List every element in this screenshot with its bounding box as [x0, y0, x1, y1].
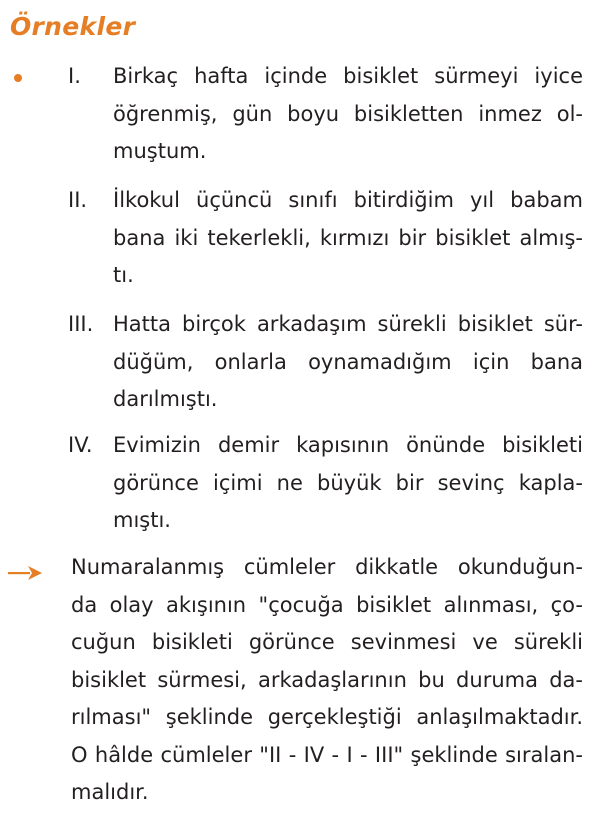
- item-number: III.: [68, 312, 94, 336]
- explanation-text: [71, 549, 583, 812]
- text-line: muştum.: [113, 139, 207, 163]
- text-line: malıdır.: [71, 780, 149, 804]
- item-text: [113, 182, 583, 295]
- text-line: Numaralanmış cümleler dikkatle okunduğun-: [71, 555, 583, 579]
- arrow-right-icon: [8, 566, 42, 580]
- text-line: Hatta birçok arkadaşım sürekli bisiklet sür-: [113, 312, 583, 336]
- text-line: rılması" şeklinde gerçekleştiği anlaşılmaktadır.: [71, 705, 583, 729]
- text-line: İlkokul üçüncü sınıfı bitirdiğim yıl babam: [113, 188, 583, 212]
- text-line: bana iki tekerlekli, kırmızı bir bisiklet almış-: [113, 225, 583, 250]
- item-text: [113, 58, 583, 171]
- item-number: II.: [68, 188, 88, 212]
- text-line: öğrenmiş, gün boyu bisikletten inmez ol-: [113, 101, 583, 126]
- text-line: cuğun bisikleti görünce sevinmesi ve sürekli: [71, 630, 583, 654]
- text-line: darılmıştı.: [113, 387, 218, 411]
- item-text: [113, 427, 583, 540]
- item-number: I.: [68, 64, 81, 88]
- item-text: [113, 306, 583, 419]
- text-line: Birkaç hafta içinde bisiklet sürmeyi iyice: [113, 64, 583, 88]
- text-line: O hâlde cümleler "II - IV - I - III" şeklinde sıralan-: [71, 742, 583, 767]
- text-line: bisiklet sürmesi, arkadaşlarının bu duruma da-: [71, 667, 583, 692]
- text-line: görünce içimi ne büyük bir sevinç kapla-: [113, 470, 583, 495]
- text-line: mıştı.: [113, 508, 171, 532]
- section-title: Örnekler: [10, 12, 136, 41]
- text-line: da olay akışının "çocuğa bisiklet alınması, ço-: [71, 592, 583, 617]
- dot-bullet-icon: [14, 74, 22, 82]
- text-line: düğüm, onlarla oynamadığım için bana: [113, 349, 583, 374]
- text-line: Evimizin demir kapısının önünde bisikleti: [113, 433, 583, 457]
- text-line: tı.: [113, 263, 134, 287]
- item-number: IV.: [68, 433, 93, 457]
